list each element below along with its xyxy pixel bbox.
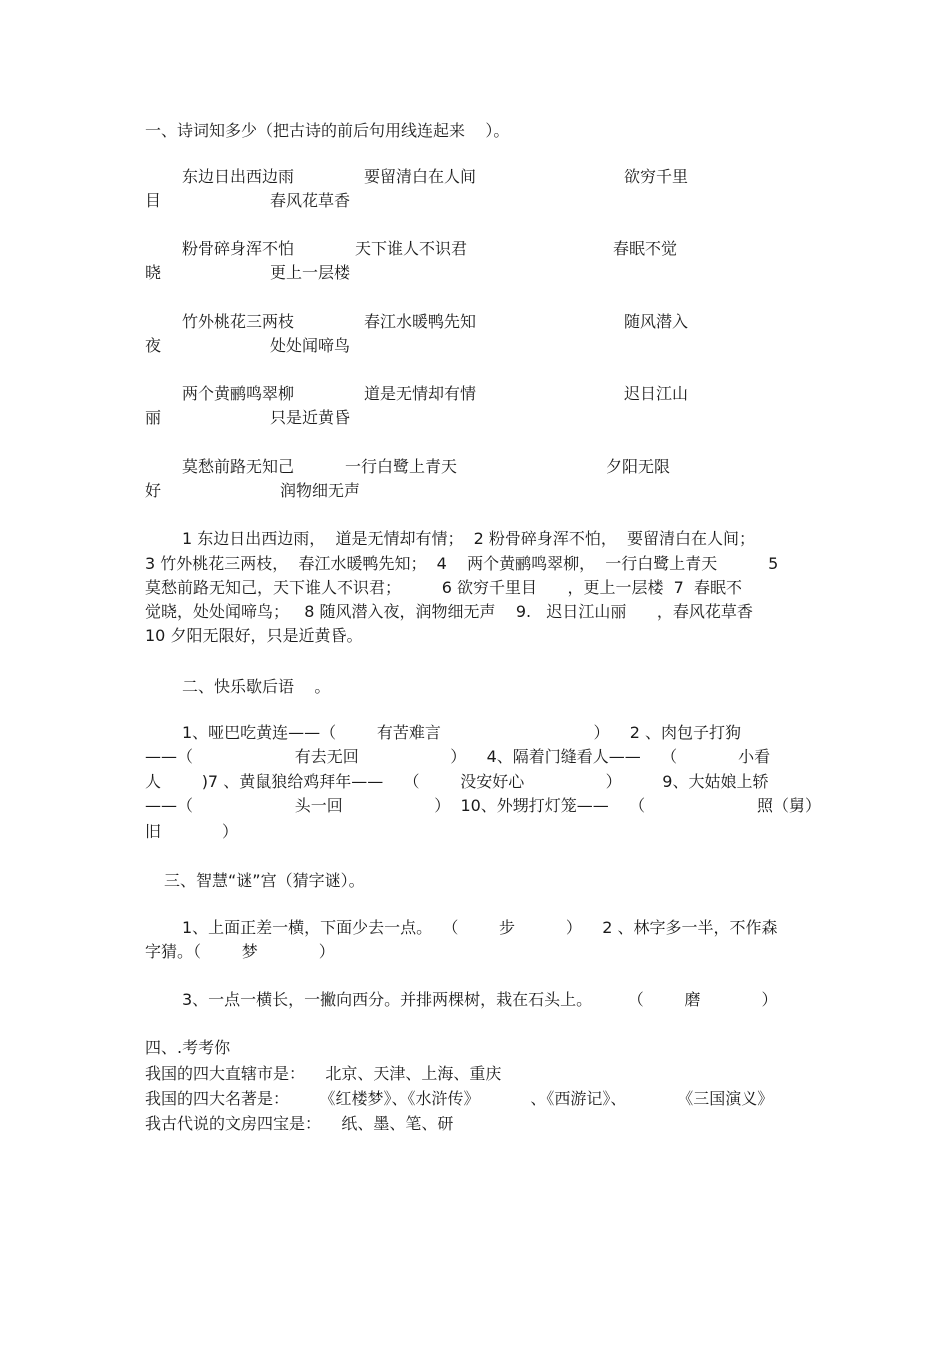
riddle-line: 字猜。（ 梦 ） [145, 942, 335, 961]
poem-line-a: 粉骨碎身浑不怕 [182, 239, 295, 258]
saying-line: ——（ 头一回 ） 10、外甥打灯笼—— （ 照（舅） [145, 796, 822, 815]
saying-line: 人 )7 、黄鼠狼给鸡拜年—— （ 没安好心 ） 9、大姑娘上轿 [145, 772, 769, 791]
poem-line-a: 两个黄鹂鸣翠柳 [182, 384, 295, 403]
poem-line-b: 一行白鹭上青天 [345, 457, 458, 476]
poem-line-d: 润物细无声 [280, 481, 361, 500]
poem-line-d: 春风花草香 [270, 191, 351, 210]
poem-line-c: 随风潜入 [624, 312, 689, 331]
poem-line-c-wrap: 丽 [145, 408, 162, 427]
saying-line: 旧 ） [145, 822, 239, 841]
answer-line: 莫愁前路无知己，天下谁人不识君； 6 欲穷千里目 ，更上一层楼 7 春眠不 [145, 578, 742, 597]
answer-line: 觉晓，处处闻啼鸟； 8 随风潜入夜，润物细无声 9. 迟日江山丽 ，春风花草香 [145, 602, 753, 621]
answer-line: 3 竹外桃花三两枝， 春江水暖鸭先知； 4 两个黄鹂鸣翠柳， 一行白鹭上青天 5 [145, 554, 779, 573]
poem-line-b: 道是无情却有情 [364, 384, 477, 403]
section-1-heading: 一、诗词知多少（把古诗的前后句用线连起来 ）。 [145, 121, 510, 140]
poem-line-b: 春江水暖鸭先知 [364, 312, 477, 331]
section-3-heading: 三、智慧“谜”宫（猜字谜）。 [164, 871, 365, 890]
poem-line-d: 更上一层楼 [270, 263, 351, 282]
section-2-heading: 二、快乐歇后语 。 [182, 677, 331, 696]
riddle-line: 3、一点一横长，一撇向西分。并排两棵树，栽在石头上。 （ 磨 ） [182, 990, 778, 1009]
answer-line: 10 夕阳无限好，只是近黄昏。 [145, 626, 363, 645]
poem-line-c: 迟日江山 [624, 384, 689, 403]
riddle-line: 1、上面正差一横，下面少去一点。 （ 步 ） 2 、林字多一半，不作森 [182, 918, 778, 937]
poem-line-c: 夕阳无限 [606, 457, 671, 476]
section-4-heading: 四、.考考你 [145, 1038, 231, 1057]
poem-line-c-wrap: 晓 [145, 263, 162, 282]
quiz-line: 我国的四大直辖市是： 北京、天津、上海、重庆 [145, 1064, 502, 1083]
quiz-line: 我国的四大名著是： 《红楼梦》、《水浒传》 、《西游记》、 《三国演义》 [145, 1089, 774, 1108]
poem-line-d: 只是近黄昏 [270, 408, 351, 427]
poem-line-c-wrap: 好 [145, 481, 162, 500]
poem-line-c: 春眠不觉 [613, 239, 678, 258]
saying-line: ——（ 有去无回 ） 4、隔着门缝看人—— （ 小看 [145, 747, 771, 766]
poem-line-b: 天下谁人不识君 [355, 239, 468, 258]
poem-line-a: 东边日出西边雨 [182, 167, 295, 186]
poem-line-c-wrap: 目 [145, 191, 162, 210]
poem-line-a: 竹外桃花三两枝 [182, 312, 295, 331]
saying-line: 1、哑巴吃黄连——（ 有苦难言 ） 2 、肉包子打狗 [182, 723, 742, 742]
poem-line-d: 处处闻啼鸟 [270, 336, 351, 355]
quiz-line: 我古代说的文房四宝是： 纸、墨、笔、研 [145, 1114, 454, 1133]
answer-line: 1 东边日出西边雨， 道是无情却有情； 2 粉骨碎身浑不怕， 要留清白在人间； [182, 529, 756, 548]
poem-line-b: 要留清白在人间 [364, 167, 477, 186]
poem-line-a: 莫愁前路无知己 [182, 457, 295, 476]
poem-line-c-wrap: 夜 [145, 336, 162, 355]
poem-line-c: 欲穷千里 [624, 167, 689, 186]
